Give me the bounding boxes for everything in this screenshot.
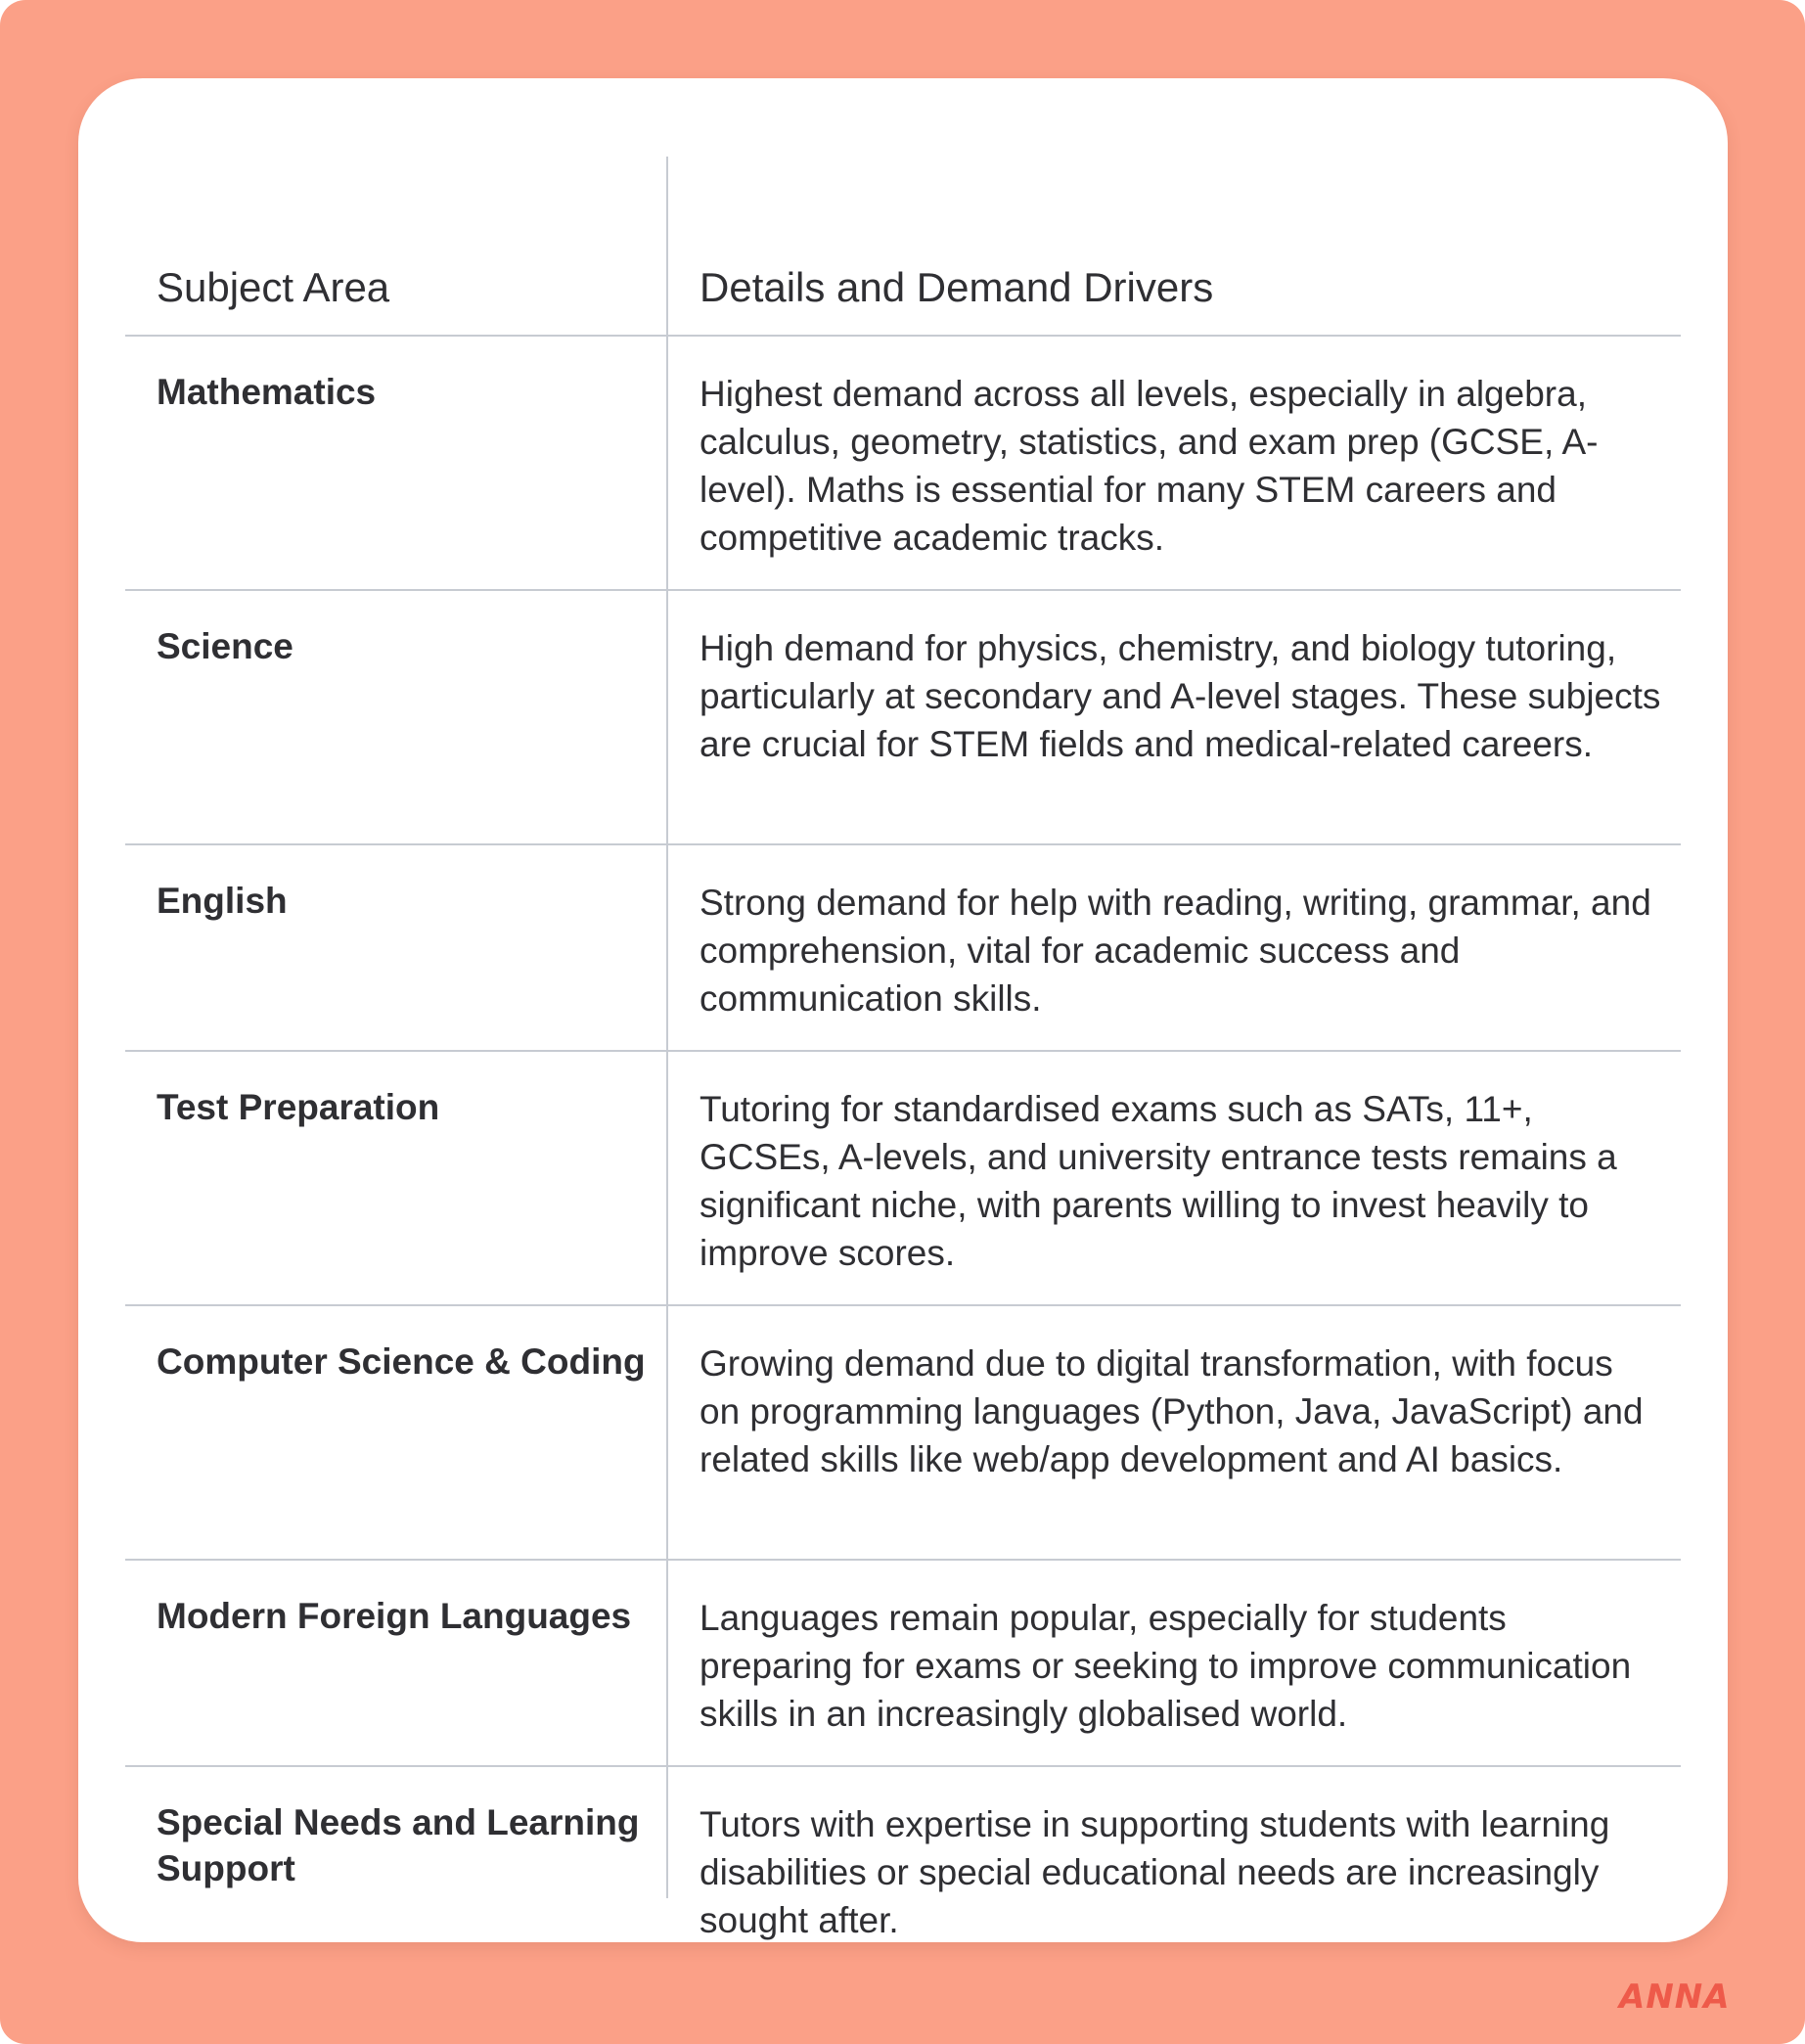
table-row <box>125 845 1681 1052</box>
details-cell: Languages remain popular, especially for students preparing for exams or seeking to improve communication skills in an increasingly globalised world. <box>699 1598 1632 1734</box>
table-row <box>125 1561 1681 1767</box>
subject-cell: Test Preparation <box>157 1087 440 1127</box>
subject-demand-table <box>125 157 1681 1974</box>
subject-cell: Special Needs and Learning Support <box>157 1802 640 1888</box>
subject-cell: Science <box>157 626 293 666</box>
details-cell: Tutoring for standardised exams such as SATs, 11+, GCSEs, A-levels, and university entrance tests remains a significant niche, with parents willing to invest heavily to improve scores. <box>699 1089 1617 1273</box>
details-cell: Growing demand due to digital transformation, with focus on programming languages (Python, Java, JavaScript) and related skills like web/app development and AI basics. <box>699 1343 1644 1479</box>
anna-logo: ANNA <box>1619 1977 1731 2017</box>
table-row <box>125 1052 1681 1306</box>
header-subject-area: Subject Area <box>157 264 390 310</box>
subject-cell: English <box>157 881 288 921</box>
header-details: Details and Demand Drivers <box>699 264 1214 310</box>
details-cell: Tutors with expertise in supporting students with learning disabilities or special educational needs are increasingly sought after. <box>699 1804 1610 1940</box>
subject-cell: Mathematics <box>157 372 377 412</box>
table-card <box>78 78 1728 1942</box>
subject-cell: Computer Science & Coding <box>157 1341 646 1382</box>
details-cell: High demand for physics, chemistry, and biology tutoring, particularly at secondary and A-level stages. These subjects are crucial for STEM fields and medical-related careers. <box>699 628 1661 764</box>
table-row <box>125 1306 1681 1561</box>
details-cell: Highest demand across all levels, especially in algebra, calculus, geometry, statistics, and exam prep (GCSE, A-level). Maths is essential for many STEM careers and competitive academic tracks. <box>699 374 1599 558</box>
table-header-row <box>125 157 1681 337</box>
table-row <box>125 591 1681 845</box>
subject-cell: Modern Foreign Languages <box>157 1596 632 1636</box>
table-row <box>125 337 1681 591</box>
table-row <box>125 1767 1681 1974</box>
details-cell: Strong demand for help with reading, writing, grammar, and comprehension, vital for academic success and communication skills. <box>699 883 1651 1019</box>
